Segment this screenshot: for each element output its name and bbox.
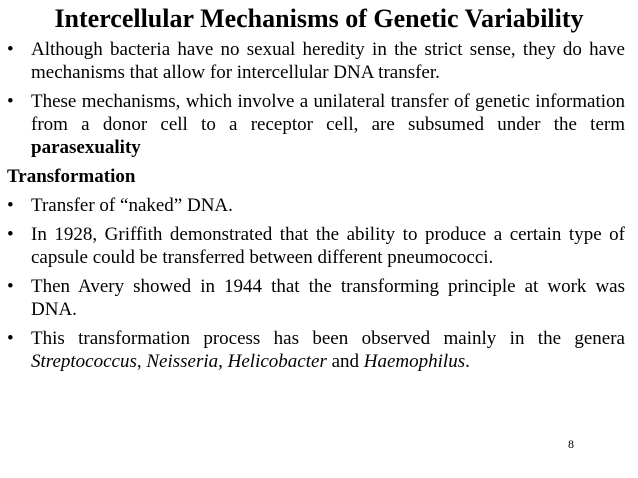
genus-name: Streptococcus <box>31 351 137 372</box>
bullet-item <box>0 90 625 159</box>
bullet-text: These mechanisms, which involve a unilateral transfer of genetic information from a donor cell to a receptor cell, are subsumed under the term <box>31 91 625 135</box>
bullet-icon: • <box>7 39 14 60</box>
slide-title: Intercellular Mechanisms of Genetic Variability <box>54 4 584 33</box>
genus-name: Neisseria, Helicobacter <box>146 351 327 372</box>
bullet-text: Although bacteria have no sexual heredity in the strict sense, they do have mechanisms that allow for intercellular DNA transfer. <box>31 39 625 83</box>
bullet-item <box>0 38 625 84</box>
bullet-item <box>0 275 625 321</box>
bullet-item <box>0 223 625 269</box>
bullet-text: Transfer of “naked” DNA. <box>31 195 233 216</box>
bullet-icon: • <box>7 91 14 112</box>
genus-name: Haemophilus <box>363 351 466 372</box>
bullet-text: This transformation process has been observed mainly in the genera <box>31 328 625 349</box>
section-heading: Transformation <box>7 166 136 187</box>
bullet-item <box>0 194 625 217</box>
page-number: 8 <box>568 437 574 451</box>
slide-content <box>0 38 625 379</box>
sentence-end: . <box>465 351 470 372</box>
bullet-text: Then Avery showed in 1944 that the transforming principle at work was DNA. <box>31 276 625 320</box>
separator: and <box>326 351 364 372</box>
separator: , <box>136 351 147 372</box>
bullet-icon: • <box>7 328 14 349</box>
bullet-icon: • <box>7 276 14 297</box>
bullet-text: In 1928, Griffith demonstrated that the ability to produce a certain type of capsule could be transferred between different pneumococci. <box>31 224 625 268</box>
bullet-item <box>0 327 625 373</box>
bullet-icon: • <box>7 224 14 245</box>
bullet-icon: • <box>7 195 14 216</box>
bold-term: parasexuality <box>31 137 141 158</box>
